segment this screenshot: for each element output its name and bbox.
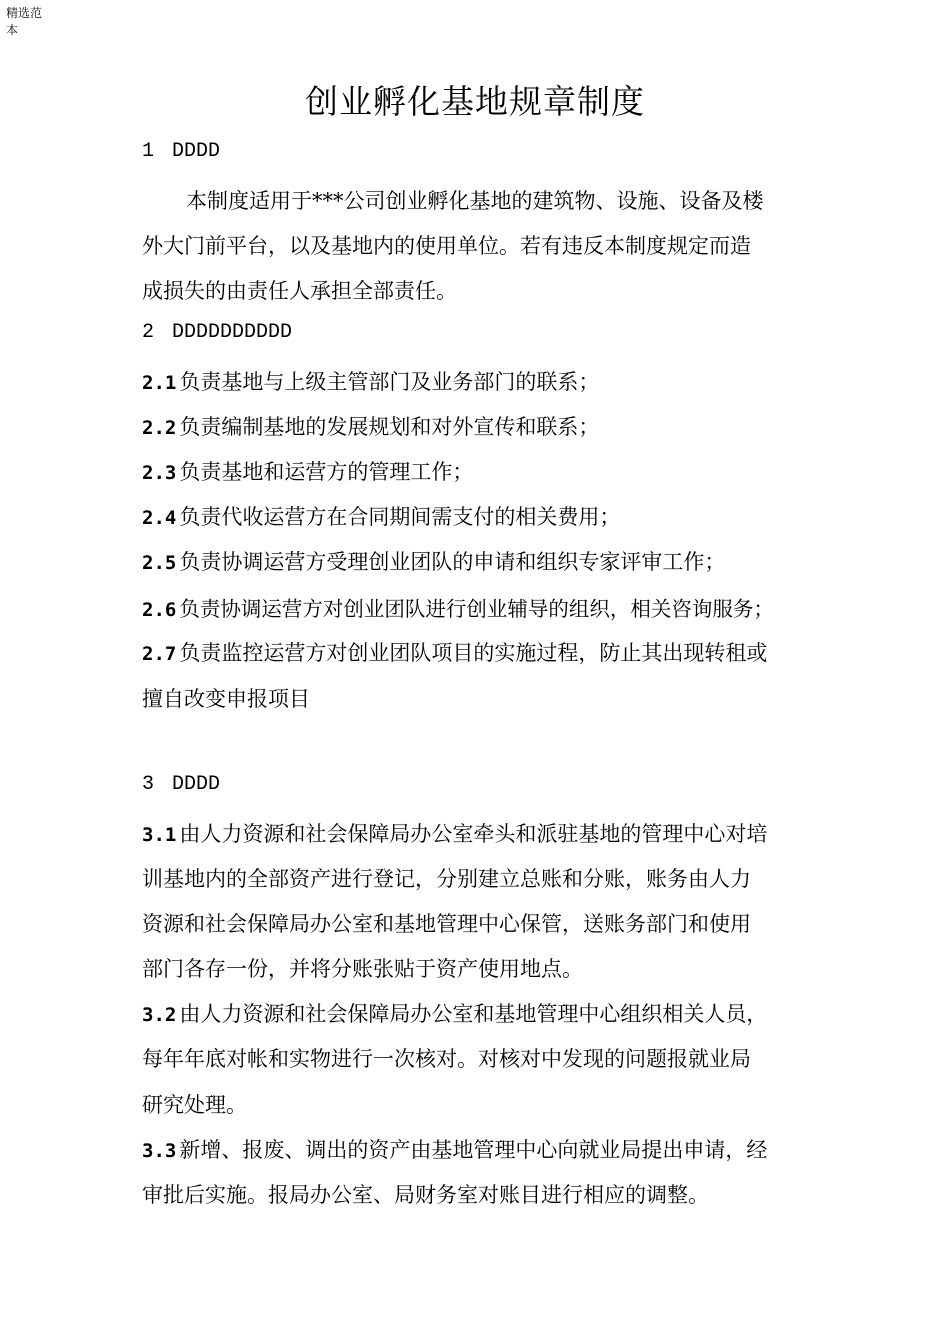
list-item: 2.5 负责协调运营方受理创业团队的申请和组织专家评审工作； <box>142 550 726 574</box>
section-1-heading <box>142 140 832 163</box>
list-item: 2.1 负责基地与上级主管部门及业务部门的联系； <box>142 370 600 394</box>
paragraph-line: 本制度适用于***公司创业孵化基地的建筑物、设施、设备及楼 <box>186 189 764 213</box>
list-item: 3.3 新增、报废、调出的资产由基地管理中心向就业局提出申请，经 <box>142 1138 768 1162</box>
section-number: 1 <box>142 140 155 163</box>
list-item: 3.2 由人力资源和社会保障局办公室和基地管理中心组织相关人员， <box>142 1002 768 1026</box>
paragraph-line: 部门各存一份，并将分账张贴于资产使用地点。 <box>142 957 583 981</box>
list-item: 2.6 负责协调运营方对创业团队进行创业辅导的组织，相关咨询服务； <box>142 597 774 621</box>
section-title: DDDD <box>172 140 221 163</box>
watermark-text: 精选范本 <box>6 6 43 37</box>
paragraph-line: 擅自改变申报项目 <box>142 687 310 711</box>
list-item: 2.3 负责基地和运营方的管理工作； <box>142 460 474 484</box>
list-item: 2.4 负责代收运营方在合同期间需支付的相关费用； <box>142 505 621 529</box>
paragraph-line: 研究处理。 <box>142 1093 247 1117</box>
paragraph-line: 每年年底对帐和实物进行一次核对。对核对中发现的问题报就业局 <box>142 1047 751 1071</box>
section-2-heading <box>142 321 832 344</box>
list-item: 2.2 负责编制基地的发展规划和对外宣传和联系； <box>142 415 600 439</box>
list-item: 2.7 负责监控运营方对创业团队项目的实施过程，防止其出现转租或 <box>142 641 768 665</box>
section-title: DDDD <box>172 773 221 796</box>
paragraph-line: 审批后实施。报局办公室、局财务室对账目进行相应的调整。 <box>142 1183 709 1207</box>
paragraph-line: 外大门前平台，以及基地内的使用单位。若有违反本制度规定而造 <box>142 234 751 258</box>
section-3-heading <box>142 773 832 796</box>
document-title: 创业孵化基地规章制度 <box>305 82 645 121</box>
section-number: 3 <box>142 773 155 796</box>
list-item: 3.1 由人力资源和社会保障局办公室牵头和派驻基地的管理中心对培 <box>142 822 768 846</box>
section-title: DDDDDDDDDD <box>172 321 293 344</box>
paragraph-line: 成损失的由责任人承担全部责任。 <box>142 279 457 303</box>
section-number: 2 <box>142 321 155 344</box>
paragraph-line: 训基地内的全部资产进行登记，分别建立总账和分账，账务由人力 <box>142 867 751 891</box>
paragraph-line: 资源和社会保障局办公室和基地管理中心保管，送账务部门和使用 <box>142 912 751 936</box>
